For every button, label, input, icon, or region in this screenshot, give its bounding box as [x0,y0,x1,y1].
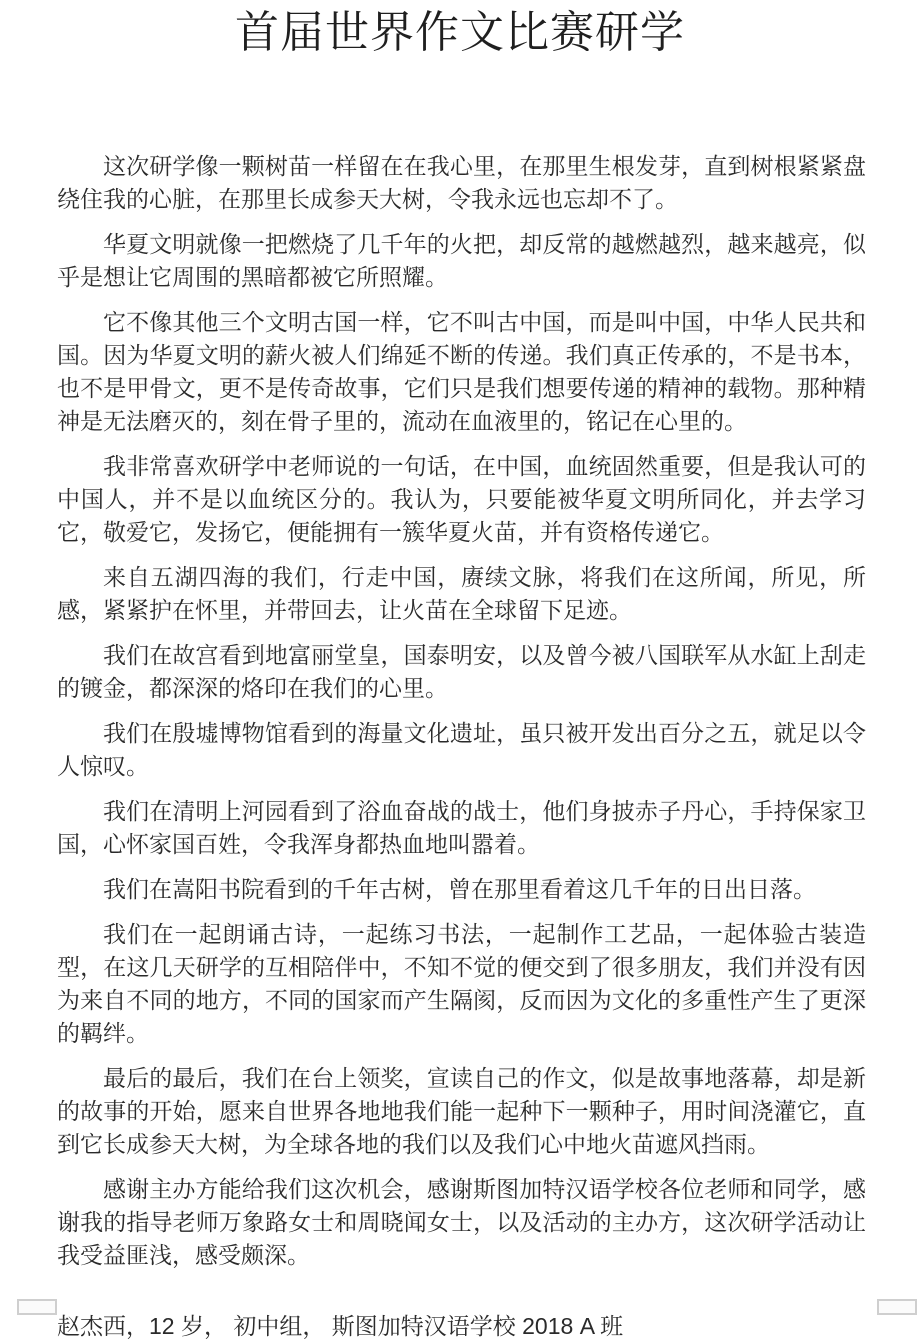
partial-corner-box-right [877,1299,917,1315]
paragraph-3: 它不像其他三个文明古国一样，它不叫古中国，而是叫中国，中华人民共和国。因为华夏文明的薪火被人们绵延不断的传递。我们真正传承的，不是书本，也不是甲骨文，更不是传奇故事，它们只是我们想要传递的精神的载物。那种精神是无法磨灭的，刻在骨子里的，流动在血液里的，铭记在心里的。 [57,309,866,434]
paragraph-10: 我们在一起朗诵古诗，一起练习书法，一起制作工艺品，一起体验古装造型，在这几天研学的互相陪伴中，不知不觉的便交到了很多朋友，我们并没有因为来自不同的地方，不同的国家而产生隔阂，反而因为文化的多重性产生了更深的羁绊。 [57,921,866,1046]
paragraph-7: 我们在殷墟博物馆看到的海量文化遗址，虽只被开发出百分之五，就足以令人惊叹。 [57,720,866,779]
paragraph-12: 感谢主办方能给我们这次机会，感谢斯图加特汉语学校各位老师和同学，感谢我的指导老师万象路女士和周晓闻女士，以及活动的主办方，这次研学活动让我受益匪浅，感受颇深。 [57,1176,866,1268]
paragraph-4: 我非常喜欢研学中老师说的一句话，在中国，血统固然重要，但是我认可的中国人，并不是以血统区分的。我认为，只要能被华夏文明所同化，并去学习它，敬爱它，发扬它，便能拥有一簇华夏火苗，并有资格传递它。 [57,453,866,545]
paragraph-2: 华夏文明就像一把燃烧了几千年的火把，却反常的越燃越烈，越来越亮，似乎是想让它周围的黑暗都被它所照耀。 [57,231,866,290]
paragraph-1: 这次研学像一颗树苗一样留在在我心里，在那里生根发芽，直到树根紧紧盘绕住我的心脏，在那里长成参天大树，令我永远也忘却不了。 [57,153,866,212]
partial-corner-box-left [17,1299,57,1315]
document-page [0,8,920,1339]
paragraph-9: 我们在嵩阳书院看到的千年古树，曾在那里看着这几千年的日出日落。 [103,876,816,902]
paragraph-8: 我们在清明上河园看到了浴血奋战的战士，他们身披赤子丹心，手持保家卫国，心怀家国百姓，令我浑身都热血地叫嚣着。 [57,798,866,857]
essay-body [57,150,866,1272]
author-signature: 赵杰西，12 岁， 初中组， 斯图加特汉语学校 2018 A 班 [57,1313,624,1339]
paragraph-6: 我们在故宫看到地富丽堂皇，国泰明安，以及曾今被八国联军从水缸上刮走的镀金，都深深的烙印在我们的心里。 [57,642,866,701]
paragraph-5: 来自五湖四海的我们，行走中国，赓续文脉，将我们在这所闻，所见，所感，紧紧护在怀里，并带回去，让火苗在全球留下足迹。 [57,564,866,623]
document-title: 首届世界作文比赛研学 [235,8,685,57]
paragraph-11: 最后的最后，我们在台上领奖，宣读自己的作文，似是故事地落幕，却是新的故事的开始，愿来自世界各地地我们能一起种下一颗种子，用时间浇灌它，直到它长成参天大树，为全球各地的我们以及我们心中地火苗遮风挡雨。 [57,1065,866,1157]
